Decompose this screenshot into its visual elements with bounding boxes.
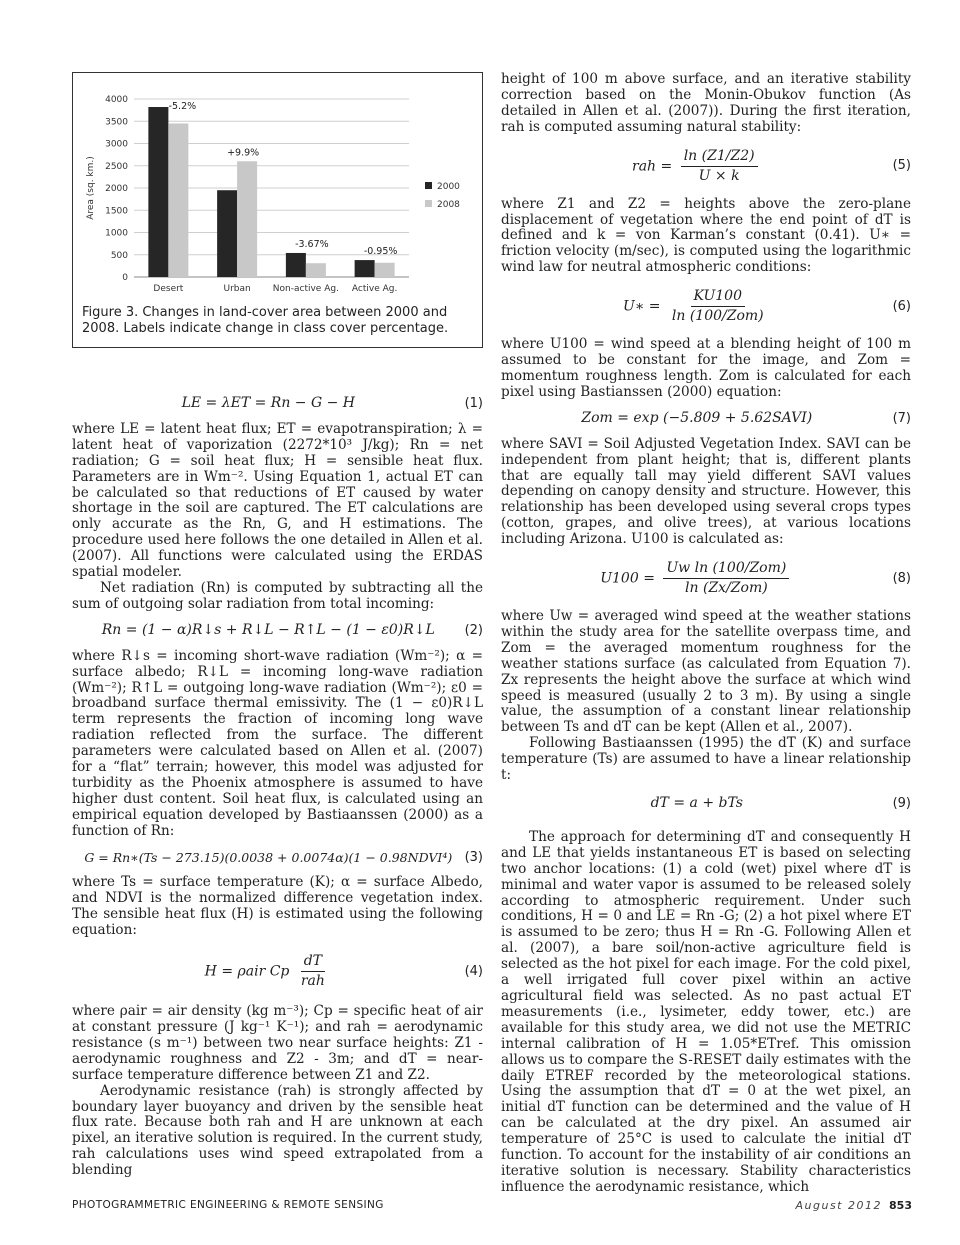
paragraph: where SAVI = Soil Adjusted Vegetation Index. SAVI can be independent from plant height; that is, different plants that are equally tall may yield different SAVI values depending on canopy density and structure. However, this relationship has been developed using several crops types (cotton, grapes, and olive trees), at various locations including Arizona. U100 is calculated as: — [501, 435, 911, 548]
bar-2000 — [148, 107, 168, 277]
y-axis-label: Area (sq. km.) — [86, 156, 96, 220]
y-tick-label: 0 — [122, 273, 128, 283]
equation-8-body — [501, 560, 893, 597]
paragraph: where LE = latent heat flux; ET = evapotranspiration; λ = latent heat of vaporization (2272*10³ J/kg); Rn = net radiation; G = soil heat flux; H = sensible heat flux. Parameters are in Wm⁻². Using Equation 1, actual ET can be calculated so that reductions of ET caused by water shortage in the soil are captured. The ET calculations are only accurate as the Rn, G, and H estimations. The procedure used here follows the one detailed in Allen et al. (2007). All functions were calculated using the ERDAS spatial modeler. — [72, 420, 483, 581]
figure-caption: Figure 3. Changes in land-cover area between 2000 and 2008. Labels indicate change in class cover percentage. — [82, 305, 449, 336]
legend-swatch — [425, 182, 432, 189]
paragraph: The approach for determining dT and consequently H and LE that yields instantaneous ET is based on selecting two anchor locations: (1) a cold (wet) pixel where dT is minimal and water vapor is assumed to be released solely according to atmospheric requirement. Under such conditions, H = 0 and LE = Rn -G; (2) a hot pixel where ET is assumed to be zero; thus H = Rn -G. Following Allen et al. (2007), a bare soil/non-active agriculture field is selected as the hot pixel for each image. For the cold pixel, a well irrigated full cover pixel within an active agricultural field was selected. As no past actual ET measurements (i.e., lysimeter, eddy tower, etc.) are available for this study area, we did not use the METRIC internal calibration of H = 1.05*ETref. This omission allows us to compare the S-RESET daily estimates with the daily ETREF recorded by the meteorological stations. Using the assumption that dT = 0 at the wet pixel, an initial dT function can be determined and the value of H can be calculated at the dry pixel. An assumed air temperature of 25°C is used to calculate the initial dT function. To account for the instability of air conditions an iterative solution is necessary. Stability characteristics influence the aerodynamic resistance, which — [501, 828, 911, 1195]
paragraph: Following Bastiaanssen (1995) the dT (K) and surface temperature (Ts) are assumed to have a linear relationship t: — [501, 735, 911, 784]
x-tick-label: Desert — [153, 284, 184, 294]
equation-1-number: (1) — [464, 396, 483, 411]
equation-4-body — [72, 953, 465, 990]
equation-4-numerator: dT — [301, 953, 325, 972]
equation-4-denominator: rah — [300, 973, 325, 990]
bar-2008 — [237, 161, 257, 277]
equation-2-body: Rn = (1 − α)R↓s + R↓L − R↑L − (1 − ε0)R↓L — [101, 621, 435, 638]
figure-3 — [72, 72, 483, 348]
equation-8-denominator: ln (Zx/Zom) — [685, 580, 768, 597]
equation-9 — [501, 796, 911, 812]
y-tick-label: 3000 — [105, 139, 128, 150]
equation-4 — [72, 953, 483, 990]
paragraph: where R↓s = incoming short-wave radiation (Wm⁻²); α = surface albedo; R↓L = incoming long-wave radiation (Wm⁻²); R↑L = outgoing long-wave radiation (Wm⁻²); ε0 = broadband surface thermal emissivity. The (1 − ε0)R↓L term represents the fraction of incoming long wave radiation reflected from the surface. The different parameters were calculated based on Allen et al. (2007) for a “flat” terrain; however, this model was adjusted for turbidity as the Phoenix atmosphere is assumed to have higher dust content. Soil heat flux, is calculated using an empirical equation developed by Bastiaanssen (2000) as a function of Rn: — [72, 647, 483, 839]
right-column — [501, 72, 911, 1196]
y-tick-label: 500 — [110, 250, 128, 261]
paragraph: where Z1 and Z2 = heights above the zero-plane displacement of vegetation where the end point of dT is defined and k = von Karman’s constant (0.41). U∗ = friction velocity (m/sec), is computed using the logarithmic wind law for neutral atmospheric conditions: — [501, 195, 911, 276]
paragraph: where Ts = surface temperature (K); α = surface Albedo, and NDVI is the normalized difference vegetation index. The sensible heat flux (H) is estimated using the following equation: — [72, 874, 483, 939]
equation-6-body — [501, 288, 893, 325]
page-footer — [72, 1199, 912, 1217]
equation-8-numerator: Uw ln (100/Zom) — [663, 560, 789, 579]
equation-4-number: (4) — [464, 963, 483, 979]
equation-2-number: (2) — [464, 622, 483, 638]
equation-4-lhs: H = ρair Cp — [204, 963, 290, 980]
equation-6 — [501, 288, 911, 325]
paragraph: Net radiation (Rn) is computed by subtracting all the sum of outgoing solar radiation from total incoming: — [72, 579, 483, 612]
equation-1-body: LE = λET = Rn − G − H — [181, 395, 355, 411]
equation-5 — [501, 148, 911, 185]
equation-5-lhs: rah = — [632, 158, 673, 175]
equation-6-lhs: U∗ = — [622, 298, 661, 315]
legend-swatch — [425, 200, 432, 207]
paragraph: where U100 = wind speed at a blending height of 100 m assumed to be constant for the image, and Zom = momentum roughness length. Zom is calculated for each pixel using Bastianssen (2000) equation: — [501, 336, 911, 400]
equation-5-body — [501, 148, 893, 185]
bar-2008 — [168, 123, 188, 277]
x-tick-label: Urban — [223, 284, 251, 294]
equation-7-number: (7) — [892, 410, 911, 426]
equation-5-number: (5) — [892, 158, 911, 174]
bar-2000 — [217, 190, 237, 277]
y-tick-label: 4000 — [105, 95, 128, 105]
bar-2000 — [355, 260, 375, 277]
y-tick-label: 2000 — [105, 184, 128, 194]
equation-6-numerator: KU100 — [691, 288, 745, 307]
equation-8-number: (8) — [892, 570, 911, 586]
y-tick-label: 1000 — [105, 228, 128, 239]
equation-6-denominator: ln (100/Zom) — [671, 308, 764, 325]
equation-5-denominator: U × k — [698, 167, 740, 184]
equation-8 — [501, 560, 911, 597]
change-annotation: -5.2% — [168, 101, 197, 113]
bar-2008 — [306, 263, 326, 277]
equation-3-number: (3) — [464, 849, 483, 865]
journal-name: PHOTOGRAMMETRIC ENGINEERING & REMOTE SENSING — [72, 1199, 384, 1211]
change-annotation: -3.67% — [295, 238, 329, 250]
equation-7 — [501, 411, 911, 427]
paragraph: height of 100 m above surface, and an iterative stability correction based on the Monin-Obukov function (As detailed in Allen et al. (2007)). During the first iteration, rah is computed assuming natural stability: — [501, 71, 911, 135]
equation-6-number: (6) — [892, 298, 911, 314]
equation-8-lhs: U100 = — [600, 570, 655, 587]
land-cover-bar-chart — [79, 79, 478, 299]
equation-9-number: (9) — [892, 796, 911, 811]
bar-2008 — [375, 263, 395, 277]
y-tick-label: 1500 — [105, 206, 128, 217]
change-annotation: -0.95% — [363, 246, 398, 258]
y-tick-label: 3500 — [105, 117, 128, 128]
equation-2 — [72, 623, 483, 639]
equation-3-body: G = Rn∗(Ts − 273.15)(0.0038 + 0.0074α)(1 − 0.98NDVI⁴) — [84, 849, 453, 865]
equation-5-fraction — [681, 148, 758, 185]
x-tick-label: Non-active Ag. — [272, 284, 339, 294]
issue-date: August 2012 — [795, 1199, 882, 1212]
legend-label: 2000 — [437, 182, 460, 192]
equation-3 — [72, 850, 483, 866]
equation-6-fraction — [669, 288, 767, 325]
left-column — [72, 72, 483, 1179]
paragraph: where Uw = averaged wind speed at the weather stations within the study area for the satellite overpass time, and Zom = the averaged momentum roughness for the weather stations surface (as calculated from Equation 7). Zx represents the height above the surface at which wind speed is measured (usually 2 to 3 m). By using a single value, the assumption of a constant linear relationship between Ts and dT can be kept (Allen et al., 2007). — [501, 608, 911, 736]
page-number: 853 — [889, 1199, 912, 1212]
change-annotation: +9.9% — [227, 147, 260, 159]
equation-5-numerator: ln (Z1/Z2) — [681, 148, 758, 167]
y-tick-label: 2500 — [105, 161, 128, 172]
equation-1 — [72, 396, 483, 412]
legend-label: 2008 — [437, 200, 460, 210]
bar-2000 — [286, 253, 306, 277]
equation-4-fraction — [298, 953, 328, 990]
paragraph: Aerodynamic resistance (rah) is strongly affected by boundary layer buoyancy and driven by the sensible heat flux rate. Because both rah and H are unknown at each pixel, an iterative solution is required. In the current study, rah calculations uses wind speed extrapolated from a blending — [72, 1082, 483, 1179]
equation-8-fraction — [663, 560, 789, 597]
equation-9-body: dT = a + bTs — [650, 795, 743, 811]
x-tick-label: Active Ag. — [351, 284, 398, 294]
paragraph: where ρair = air density (kg m⁻³); Cp = specific heat of air at constant pressure (J kg⁻¹ K⁻¹); and rah = aerodynamic resistance (s m⁻¹) between two near surface heights: Z1 - aerodynamic roughness and Z2 - 3m; and dT = near-surface temperature difference between Z1 and Z2. — [72, 1003, 483, 1083]
equation-7-body: Zom = exp (−5.809 + 5.62SAVI) — [581, 409, 813, 426]
